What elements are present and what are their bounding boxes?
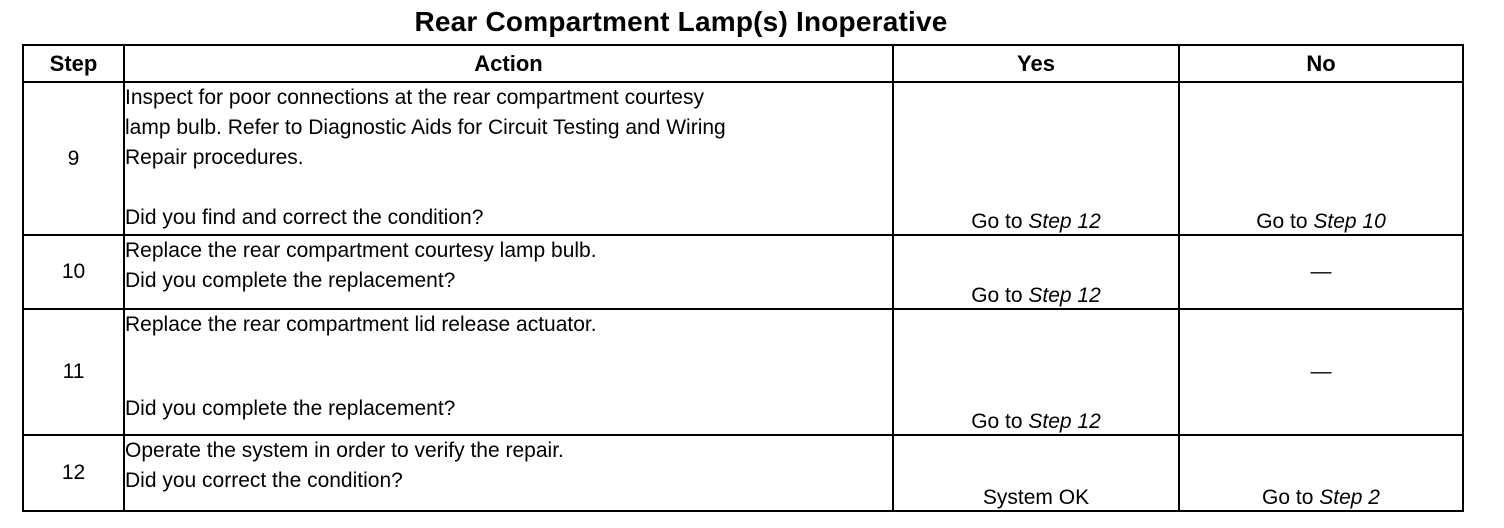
no-cell (1179, 82, 1463, 235)
table-row (23, 435, 1463, 511)
step-number: 10 (23, 235, 124, 309)
yes-cell (893, 235, 1179, 309)
step-number: 12 (23, 435, 124, 511)
action-line: Repair procedures. (125, 146, 304, 169)
no-dash: — (1310, 260, 1332, 283)
yes-result-text: System OK (982, 486, 1090, 509)
yes-step-reference: Step 12 (1028, 410, 1101, 433)
diagnostic-table (22, 44, 1464, 512)
yes-step-reference: Step 12 (1028, 284, 1101, 307)
action-cell (124, 235, 893, 309)
yes-goto-text: Go to (971, 410, 1029, 433)
action-line: Replace the rear compartment courtesy lamp bulb. (125, 239, 597, 262)
action-cell (124, 435, 893, 511)
no-dash: — (1310, 360, 1332, 383)
action-line: lamp bulb. Refer to Diagnostic Aids for Circuit Testing and Wiring (125, 116, 726, 139)
action-cell (124, 309, 893, 435)
no-cell (1179, 435, 1463, 511)
action-cell (124, 82, 893, 235)
no-column-header: No (1179, 45, 1463, 82)
step-column-header: Step (23, 45, 124, 82)
table-row (23, 309, 1463, 435)
yes-cell (893, 82, 1179, 235)
action-line: Replace the rear compartment lid release actuator. (125, 313, 597, 336)
action-question: Did you find and correct the condition? (125, 206, 484, 229)
yes-column-header: Yes (893, 45, 1179, 82)
action-question: Did you complete the replacement? (125, 397, 456, 420)
yes-step-reference: Step 12 (1028, 210, 1101, 233)
action-question: Did you complete the replacement? (125, 269, 456, 292)
yes-goto-text: Go to (971, 284, 1029, 307)
table-row (23, 235, 1463, 309)
no-cell (1179, 309, 1463, 435)
yes-cell (893, 309, 1179, 435)
step-number: 11 (23, 309, 124, 435)
table-row (23, 82, 1463, 235)
action-column-header: Action (124, 45, 893, 82)
action-line: Operate the system in order to verify the repair. (125, 439, 564, 462)
no-step-reference: Step 2 (1319, 486, 1380, 509)
no-cell (1179, 235, 1463, 309)
yes-cell (893, 435, 1179, 511)
step-number: 9 (23, 82, 124, 235)
yes-goto-text: Go to (971, 210, 1029, 233)
no-goto-text: Go to (1262, 486, 1320, 509)
table-header-row (23, 45, 1463, 82)
no-step-reference: Step 10 (1313, 210, 1386, 233)
no-goto-text: Go to (1256, 210, 1314, 233)
action-question: Did you correct the condition? (125, 469, 403, 492)
page-title: Rear Compartment Lamp(s) Inoperative (414, 6, 948, 37)
action-line: Inspect for poor connections at the rear compartment courtesy (125, 86, 704, 109)
